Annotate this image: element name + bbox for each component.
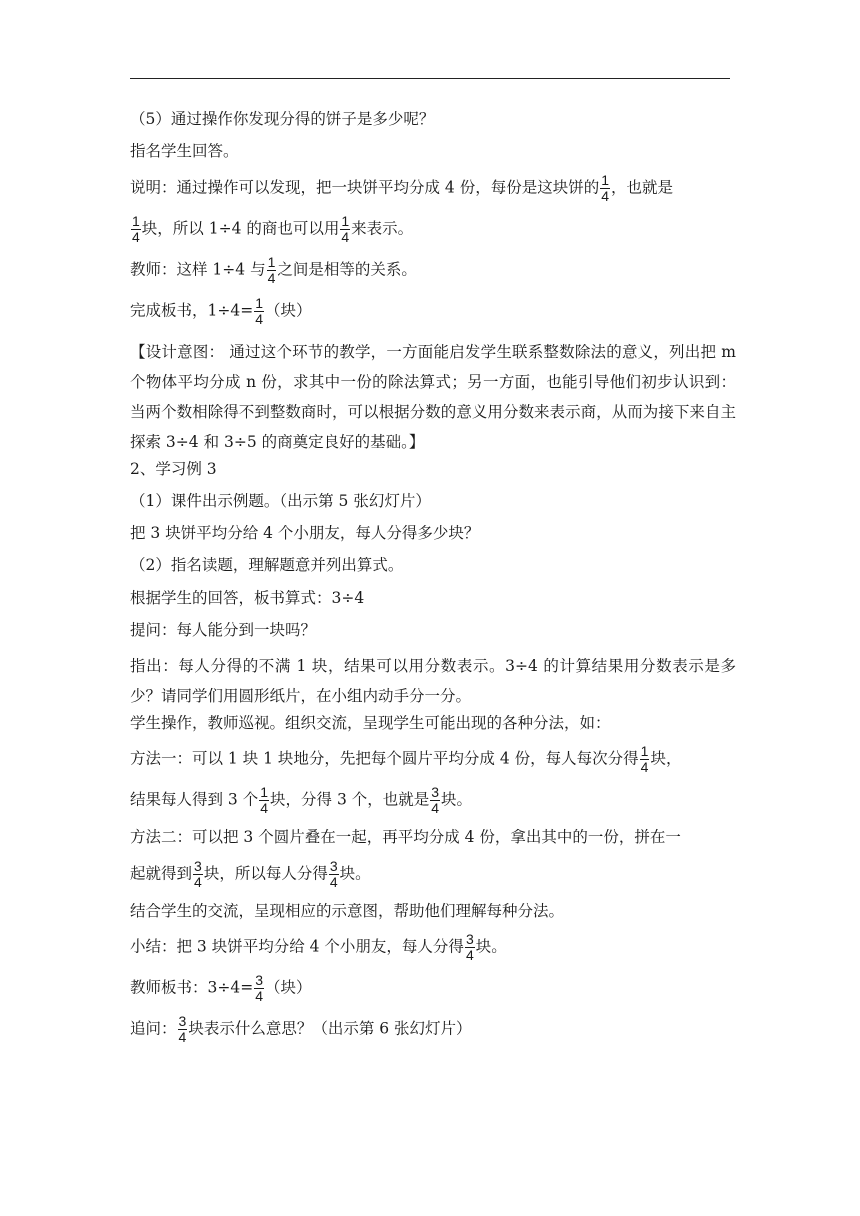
denominator: 4	[267, 269, 276, 286]
fraction	[340, 214, 350, 245]
fraction	[267, 255, 277, 286]
text-line: （2）指名读题，理解题意并列出算式。	[130, 556, 404, 575]
text: 教师板书：3÷4=	[130, 978, 254, 997]
text: （块）	[265, 301, 312, 319]
text: 方法一：可以 1 块 1 块地分，先把每个圆片平均分成 4 份，每人每次分得	[130, 749, 639, 768]
text: 块，分得 3 个，也就是	[270, 790, 430, 809]
text: 完成板书，1÷4=	[130, 301, 254, 319]
fraction	[131, 214, 141, 245]
text-line: 把 3 块饼平均分给 4 个小朋友，每人分得多少块？	[130, 524, 480, 542]
fraction	[640, 744, 650, 775]
denominator: 4	[255, 310, 263, 327]
text-line: 提问：每人能分到一块吗？	[130, 620, 317, 639]
denominator: 4	[601, 187, 610, 204]
numerator: 1	[255, 294, 263, 311]
text: 块。	[475, 937, 507, 956]
numerator: 1	[260, 784, 269, 801]
text-line	[130, 744, 736, 775]
fraction	[465, 932, 475, 963]
design-intent-paragraph: 【设计意图： 通过这个环节的教学，一方面能启发学生联系整数除法的意义，列出把 m 个物体平均分成 n 份，求其中一份的除法算式；另一方面，也能引导他们初步认识到：当两个数相除得不到整数商时，可以根据分数的意义用分数来表示商，从而为接下来自主探索 3÷4 和 3÷5 的商奠定良好的基础。】	[130, 342, 736, 451]
denominator: 4	[465, 946, 474, 963]
fraction	[259, 785, 269, 816]
text: 结果每人得到 3 个	[130, 790, 259, 809]
text: 块表示什么意思？（出示第 6 张幻灯片）	[188, 1019, 472, 1038]
text: ，也就是	[611, 178, 674, 196]
numerator: 3	[329, 857, 338, 874]
text-line: 根据学生的回答，板书算式：3÷4	[130, 588, 365, 607]
lesson-content	[130, 108, 736, 1055]
text: 小结：把 3 块饼平均分给 4 个小朋友，每人分得	[130, 937, 464, 956]
text: 块。	[441, 790, 473, 809]
fraction	[329, 859, 339, 890]
text-line	[130, 859, 736, 890]
text-line: 结合学生的交流，呈现相应的示意图，帮助他们理解每种分法。	[130, 901, 565, 920]
denominator: 4	[178, 1028, 187, 1045]
numerator: 1	[132, 212, 140, 229]
text-line: 方法二：可以把 3 个圆片叠在一起，再平均分成 4 份，拿出其中的一份，拼在一	[130, 828, 681, 847]
fraction	[600, 173, 610, 204]
text: 教师：这样 1÷4 与	[130, 260, 266, 278]
denominator: 4	[329, 873, 338, 890]
section-heading: 2、学习例 3	[130, 459, 217, 478]
fraction	[178, 1014, 188, 1045]
text-line: 学生操作，教师巡视。组织交流，呈现学生可能出现的各种分法，如：	[130, 714, 611, 732]
text-line	[130, 785, 736, 816]
text-line	[130, 296, 736, 327]
text: 块。	[339, 864, 371, 882]
text-line	[130, 932, 736, 963]
text: 块，所以每人分得	[203, 864, 328, 882]
text-line: （1）课件出示例题。（出示第 5 张幻灯片）	[130, 491, 431, 510]
text: 块，	[650, 749, 682, 768]
text: 起就得到	[130, 864, 193, 882]
header-rule	[130, 78, 730, 79]
denominator: 4	[132, 228, 140, 245]
text-paragraph: 指出：每人分得的不满 1 块，结果可以用分数表示。3÷4 的计算结果用分数表示是多少？请同学们用圆形纸片，在小组内动手分一分。	[130, 657, 736, 705]
text: 来表示。	[351, 219, 414, 237]
numerator: 3	[255, 971, 263, 988]
numerator: 3	[178, 1012, 187, 1029]
numerator: 3	[465, 930, 474, 947]
text: 说明：通过操作可以发现，把一块饼平均分成 4 份，每份是这块饼的	[130, 178, 600, 196]
numerator: 1	[601, 171, 610, 188]
text-line	[130, 973, 736, 1004]
fraction	[193, 859, 203, 890]
numerator: 1	[267, 253, 276, 270]
fraction	[254, 296, 264, 327]
text-line: （5）通过操作你发现分得的饼子是多少呢？	[130, 110, 435, 128]
denominator: 4	[431, 800, 440, 817]
numerator: 3	[431, 784, 440, 801]
text-line	[130, 255, 736, 286]
text-line	[130, 214, 736, 245]
denominator: 4	[260, 800, 269, 817]
numerator: 1	[640, 743, 649, 760]
text-line: 指名学生回答。	[130, 142, 239, 161]
denominator: 4	[341, 228, 350, 245]
fraction	[430, 785, 440, 816]
fraction	[254, 973, 264, 1004]
numerator: 1	[341, 212, 350, 229]
denominator: 4	[194, 873, 202, 890]
text: （块）	[265, 978, 312, 997]
denominator: 4	[640, 759, 649, 776]
numerator: 3	[194, 857, 202, 874]
text-line	[130, 1014, 736, 1045]
text: 块，所以 1÷4 的商也可以用	[141, 219, 340, 237]
denominator: 4	[255, 987, 263, 1004]
text: 之间是相等的关系。	[277, 260, 417, 278]
text-line	[130, 173, 736, 204]
text: 追问：	[130, 1019, 177, 1038]
